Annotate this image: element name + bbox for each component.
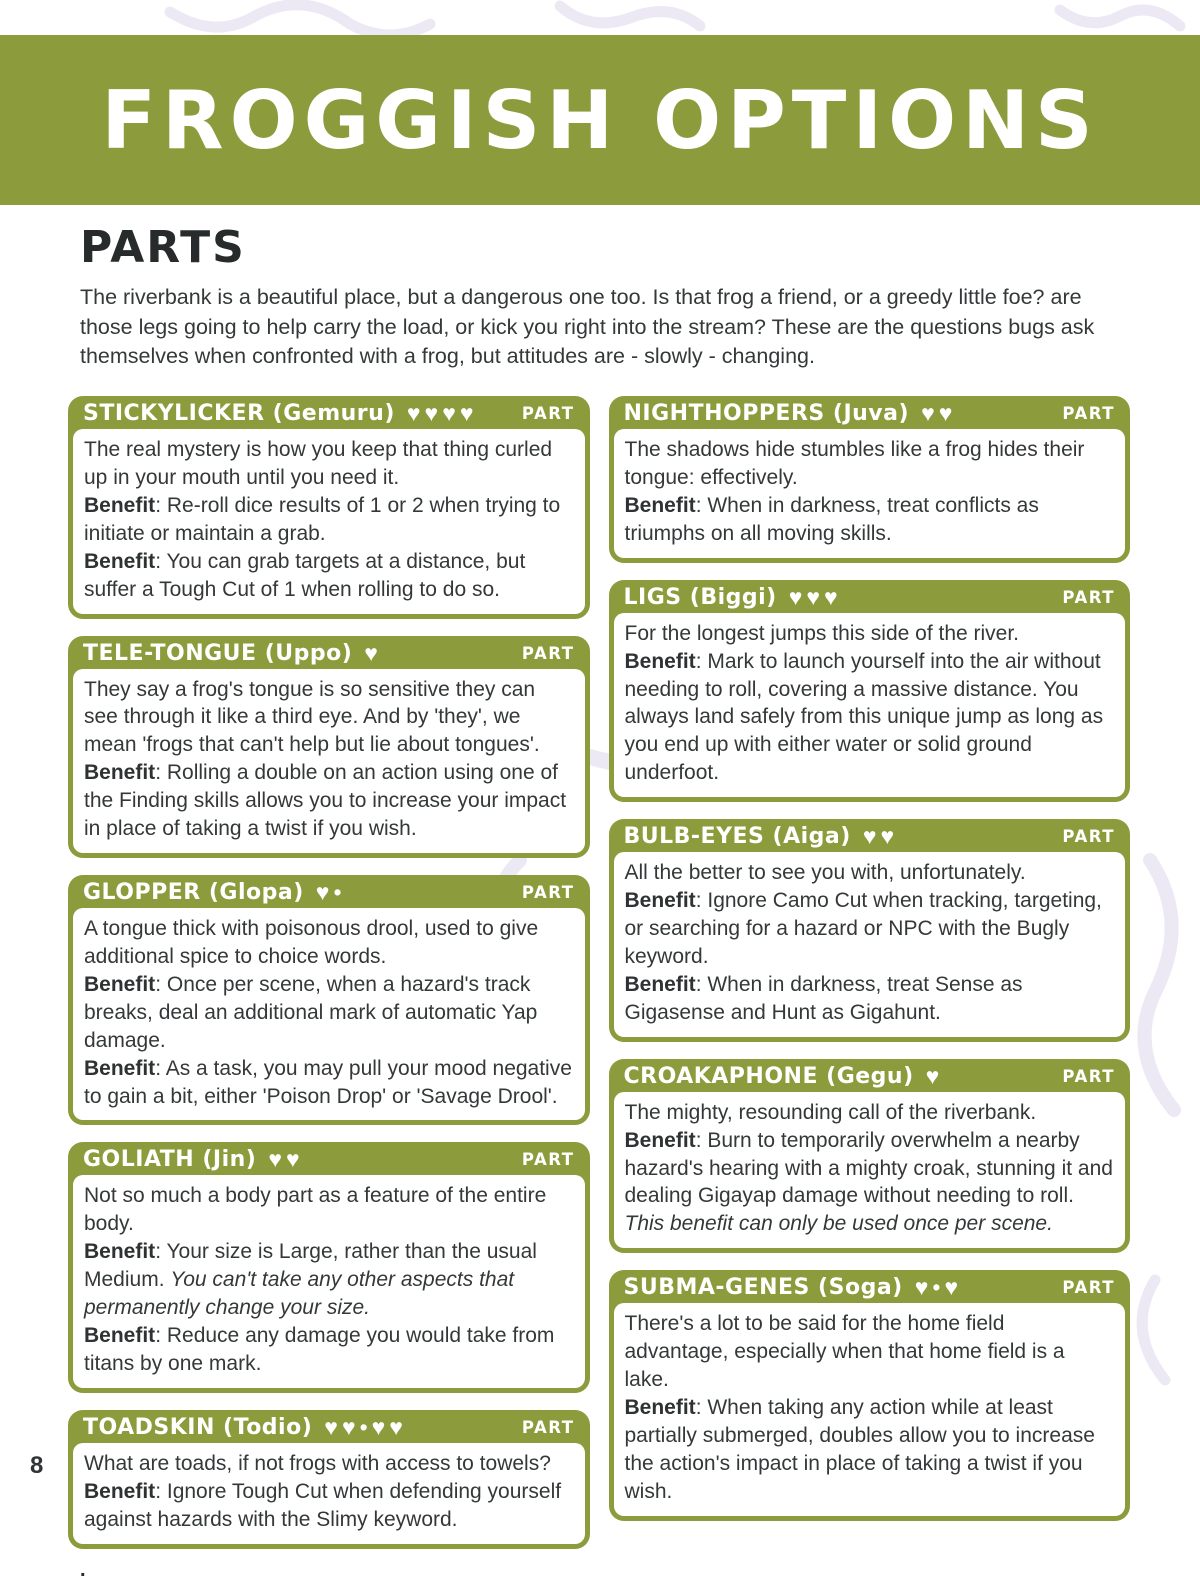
card-body bbox=[614, 613, 1126, 798]
benefit-label: Benefit bbox=[624, 493, 696, 517]
benefit-body-text: : As a task, you may pull your mood negative to gain a bit, either 'Poison Drop' or 'Savage Drool'. bbox=[84, 1056, 572, 1108]
card-body bbox=[73, 908, 585, 1120]
part-card-glopper bbox=[68, 875, 590, 1125]
benefit-text bbox=[84, 492, 574, 548]
part-card-croakaphone bbox=[609, 1059, 1131, 1254]
card-title: GLOPPER (Glopa) bbox=[83, 880, 304, 906]
benefit-text bbox=[625, 648, 1115, 788]
benefit-text bbox=[84, 759, 574, 843]
card-header bbox=[609, 1059, 1131, 1092]
part-card-goliath bbox=[68, 1142, 590, 1392]
benefit-body-text: : When taking any action while at least partially submerged, doubles allow you to increase the action's impact in place of taking a twist if you wish. bbox=[624, 1396, 1095, 1503]
benefit-body-text: : Once per scene, when a hazard's track breaks, deal an additional mark of automatic Yap damage. bbox=[84, 972, 538, 1052]
card-title: TELE-TONGUE (Uppo) bbox=[83, 640, 353, 666]
hearts-rating-icon: ♥♥ bbox=[268, 1146, 304, 1173]
benefit-label: Benefit bbox=[84, 1479, 156, 1503]
card-body bbox=[614, 852, 1126, 1037]
benefit-label: Benefit bbox=[84, 761, 156, 785]
benefit-body-text: : Re-roll dice results of 1 or 2 when trying to initiate or maintain a grab. bbox=[84, 493, 561, 545]
benefit-body-text: : Rolling a double on an action using one of the Finding skills allows you to increase your impact in place of taking a twist if you wish. bbox=[84, 761, 567, 841]
section-title: PARTS bbox=[80, 222, 246, 273]
page-title: FROGGISH OPTIONS bbox=[101, 73, 1099, 167]
right-column bbox=[609, 396, 1131, 1521]
part-card-nighthoppers bbox=[609, 396, 1131, 563]
part-type-label: PART bbox=[521, 1150, 575, 1170]
flavor-text: The mighty, resounding call of the riverbank. bbox=[624, 1100, 1037, 1124]
left-column bbox=[68, 396, 590, 1580]
benefit-text bbox=[625, 1127, 1115, 1239]
hearts-rating-icon: ♥♥ bbox=[862, 823, 899, 850]
card-title: GOLIATH (Jin) bbox=[83, 1147, 257, 1173]
page-banner bbox=[0, 35, 1200, 205]
benefit-label: Benefit bbox=[84, 493, 156, 517]
benefit-label: Benefit bbox=[624, 649, 696, 673]
flavor-text: The shadows hide stumbles like a frog hides their tongue: effectively. bbox=[624, 437, 1085, 489]
part-card-ligs bbox=[609, 580, 1131, 803]
hearts-rating-icon: ♥ bbox=[364, 639, 382, 666]
part-type-label: PART bbox=[1062, 587, 1115, 607]
card-body bbox=[73, 1443, 585, 1544]
hearts-rating-icon: ♥♥♥♥ bbox=[406, 399, 478, 426]
benefit-label: Benefit bbox=[624, 1128, 696, 1152]
card-body bbox=[73, 429, 585, 614]
benefit-text bbox=[84, 971, 574, 1055]
part-type-label: PART bbox=[521, 1417, 575, 1437]
benefit-text bbox=[625, 887, 1115, 971]
part-card-bulb-eyes bbox=[609, 819, 1131, 1042]
card-header bbox=[68, 396, 590, 429]
part-type-label: PART bbox=[521, 643, 575, 663]
card-body bbox=[73, 669, 585, 854]
hearts-rating-icon: ♥♥♥ bbox=[788, 583, 842, 610]
card-title: TOADSKIN (Todio) bbox=[83, 1414, 313, 1440]
intro-paragraph: The riverbank is a beautiful place, but a dangerous one too. Is that frog a friend, or a greedy little foe? are those legs going to help carry the load, or kick you right into the stream? These are the questions bugs ask themselves when confronted with a frog, but attitudes are - slowly - changing. bbox=[80, 285, 1095, 369]
card-title: NIGHTHOPPERS (Juva) bbox=[623, 400, 910, 426]
flavor-text: They say a frog's tongue is so sensitive they can see through it like a third eye. And by 'they', we mean 'frogs that can't help but lie about tongues'. bbox=[84, 677, 540, 757]
card-header bbox=[68, 636, 590, 669]
benefit-label: Benefit bbox=[84, 1056, 156, 1080]
benefit-body-text: : When in darkness, treat conflicts as triumphs on all moving skills. bbox=[624, 493, 1039, 545]
benefit-text bbox=[84, 548, 574, 604]
flavor-text: All the better to see you with, unfortunately. bbox=[624, 861, 1026, 885]
benefit-text bbox=[625, 492, 1115, 548]
hearts-rating-icon: ♥♥•♥♥ bbox=[324, 1413, 407, 1440]
card-header bbox=[68, 1142, 590, 1175]
benefit-body-text: : When in darkness, treat Sense as Gigasense and Hunt as Gigahunt. bbox=[624, 972, 1023, 1024]
card-title: LIGS (Biggi) bbox=[623, 584, 777, 610]
benefit-label: Benefit bbox=[84, 1240, 156, 1264]
page-number: 8 bbox=[30, 1452, 44, 1479]
part-type-label: PART bbox=[1062, 1278, 1115, 1298]
benefit-body-text: : Your size is Large, rather than the usual Medium. bbox=[84, 1240, 537, 1292]
part-type-label: PART bbox=[1062, 403, 1115, 423]
hearts-rating-icon: ♥• bbox=[315, 879, 346, 906]
benefit-label: Benefit bbox=[624, 889, 696, 913]
card-body bbox=[73, 1175, 585, 1387]
card-header bbox=[68, 1410, 590, 1443]
part-type-label: PART bbox=[1062, 1066, 1115, 1086]
card-body bbox=[614, 429, 1126, 558]
card-columns bbox=[68, 396, 1130, 1580]
benefit-body-text: : Ignore Camo Cut when tracking, targeting, or searching for a hazard or NPC with the Bugly keyword. bbox=[624, 889, 1102, 968]
benefit-label: Benefit bbox=[84, 549, 156, 573]
card-body bbox=[614, 1303, 1126, 1515]
flavor-text: What are toads, if not frogs with access to towels? bbox=[84, 1451, 551, 1475]
card-title: BULB-EYES (Aiga) bbox=[623, 824, 851, 850]
page-content bbox=[68, 222, 1130, 1580]
benefit-body-text: : Ignore Tough Cut when defending yourself against hazards with the Slimy keyword. bbox=[84, 1479, 562, 1531]
card-header bbox=[68, 875, 590, 908]
flavor-text: Not so much a body part as a feature of the entire body. bbox=[84, 1184, 547, 1236]
benefit-text bbox=[84, 1478, 574, 1534]
benefit-italic-text: This benefit can only be used once per scene. bbox=[624, 1212, 1053, 1236]
flavor-text: A tongue thick with poisonous drool, used to give additional spice to choice words. bbox=[84, 917, 539, 968]
benefit-label: Benefit bbox=[84, 1324, 156, 1348]
card-header bbox=[609, 819, 1131, 852]
card-body bbox=[614, 1092, 1126, 1249]
benefit-body-text: : Reduce any damage you would take from titans by one mark. bbox=[84, 1324, 555, 1376]
hearts-rating-icon: ♥♥ bbox=[921, 399, 957, 426]
part-card-subma-genes bbox=[609, 1270, 1131, 1520]
part-type-label: PART bbox=[521, 403, 575, 423]
card-header bbox=[609, 396, 1131, 429]
card-header bbox=[609, 1270, 1131, 1303]
benefit-text bbox=[625, 1394, 1115, 1506]
benefit-body-text: : You can grab targets at a distance, but suffer a Tough Cut of 1 when rolling to do so. bbox=[84, 549, 526, 601]
benefit-label: Benefit bbox=[624, 1396, 696, 1420]
flavor-text: For the longest jumps this side of the river. bbox=[624, 621, 1020, 645]
card-title: SUBMA-GENES (Soga) bbox=[623, 1275, 903, 1301]
part-type-label: PART bbox=[1062, 827, 1115, 847]
flavor-text: The real mystery is how you keep that thing curled up in your mouth until you need it. bbox=[84, 437, 553, 489]
benefit-body-text: : Mark to launch yourself into the air without needing to roll, covering a massive distance. You always land safely from this unique jump as long as you end up with either water or solid ground underfoot. bbox=[624, 649, 1104, 785]
benefit-text bbox=[625, 971, 1115, 1027]
hearts-rating-icon: ♥•♥ bbox=[914, 1274, 963, 1301]
flavor-text: There's a lot to be said for the home field advantage, especially when that home field is a lake. bbox=[624, 1312, 1065, 1392]
card-header bbox=[609, 580, 1131, 613]
benefit-text bbox=[84, 1322, 574, 1378]
benefit-label: Benefit bbox=[624, 972, 696, 996]
benefit-text bbox=[84, 1238, 574, 1322]
part-card-stickylicker bbox=[68, 396, 590, 619]
part-card-tele-tongue bbox=[68, 636, 590, 859]
benefit-text bbox=[84, 1055, 574, 1111]
benefit-label: Benefit bbox=[84, 972, 156, 996]
hearts-rating-icon: ♥ bbox=[925, 1062, 944, 1089]
card-title: CROAKAPHONE (Gegu) bbox=[623, 1063, 914, 1089]
stray-period: . bbox=[80, 1558, 86, 1581]
part-type-label: PART bbox=[521, 883, 575, 903]
part-card-toadskin bbox=[68, 1410, 590, 1549]
card-title: STICKYLICKER (Gemuru) bbox=[83, 400, 395, 426]
benefit-italic-text: You can't take any other aspects that permanently change your size. bbox=[84, 1268, 515, 1320]
benefit-body-text: : Burn to temporarily overwhelm a nearby hazard's hearing with a mighty croak, stunning it and dealing Gigayap damage without needing to roll. bbox=[624, 1128, 1113, 1208]
